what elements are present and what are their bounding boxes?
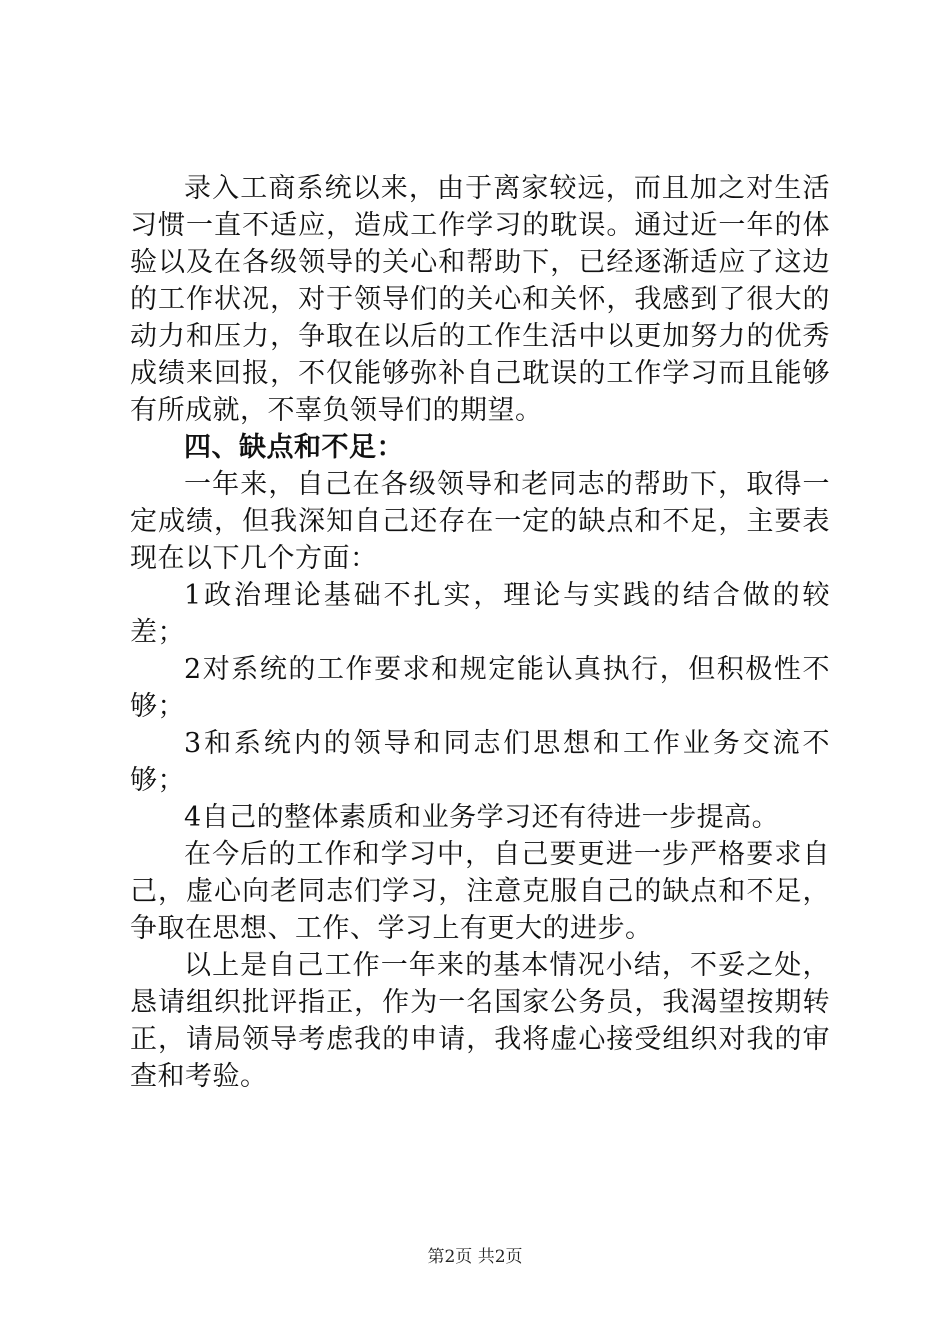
list-item-3: 3和系统内的领导和同志们思想和工作业务交流不够； bbox=[130, 728, 830, 796]
list-item-1: 1政治理论基础不扎实，理论与实践的结合做的较差； bbox=[130, 580, 830, 648]
paragraph-conclusion: 以上是自己工作一年来的基本情况小结，不妥之处，恳请组织批评指正，作为一名国家公务员，我渴望按期转正，请局领导考虑我的申请，我将虚心接受组织对我的审查和考验。 bbox=[130, 950, 830, 1092]
section-heading-shortcomings: 四、缺点和不足： bbox=[184, 432, 404, 463]
paragraph-future-plan: 在今后的工作和学习中，自己要更进一步严格要求自己，虚心向老同志们学习，注意克服自己的缺点和不足，争取在思想、工作、学习上有更大的进步。 bbox=[130, 839, 830, 944]
paragraph-shortcomings-intro: 一年来，自己在各级领导和老同志的帮助下，取得一定成绩，但我深知自己还存在一定的缺点和不足，主要表现在以下几个方面： bbox=[130, 469, 830, 574]
paragraph-adaptation: 录入工商系统以来，由于离家较远，而且加之对生活习惯一直不适应，造成工作学习的耽误。通过近一年的体验以及在各级领导的关心和帮助下，已经逐渐适应了这边的工作状况，对于领导们的关心和关怀，我感到了很大的动力和压力，争取在以后的工作生活中以更加努力的优秀成绩来回报，不仅能够弥补自己耽误的工作学习而且能够有所成就，不辜负领导们的期望。 bbox=[130, 173, 830, 426]
list-item-2: 2对系统的工作要求和规定能认真执行，但积极性不够； bbox=[130, 654, 830, 722]
page-footer: 第2页 共2页 bbox=[427, 1247, 523, 1267]
document-body bbox=[130, 170, 830, 1095]
list-item-4: 4自己的整体素质和业务学习还有待进一步提高。 bbox=[184, 802, 780, 833]
